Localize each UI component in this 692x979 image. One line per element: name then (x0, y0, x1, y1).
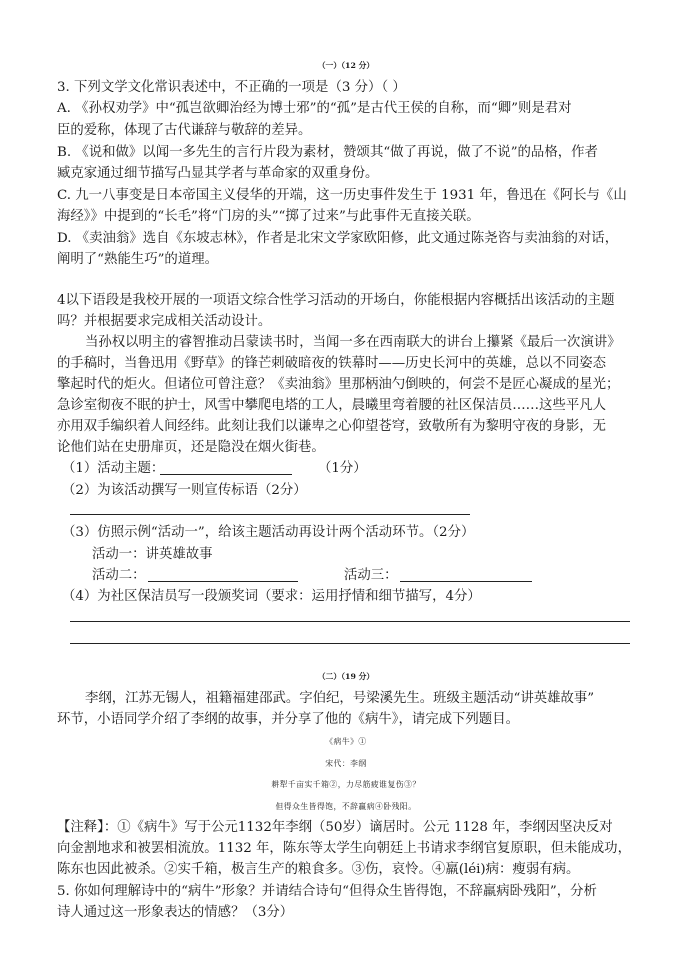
notes-line1: 【注释】：①《病牛》写于公元1132年李纲（50岁）谪居时。公元 1128 年，李纲因坚决反对 (57, 820, 613, 835)
q4-activity3-label: 活动三： (344, 568, 398, 583)
q4-sub4-answer-line2[interactable] (70, 643, 630, 644)
notes-line2: 向金割地求和被罢相流放。1132 年，陈东等太学生向朝廷上书请求李纲官复原职，但未能成功， (57, 841, 631, 856)
q3-stem: 3. 下列文学文化常识表述中，不正确的一项是（3 分）（ ） (57, 80, 406, 95)
q4-sub1-label: （1）活动主题： (62, 461, 165, 476)
section2-heading: （二）（19 分） (317, 672, 375, 681)
section1-heading: （一）（12 分） (317, 61, 375, 70)
q3-option-d-line2: 阐明了“熟能生巧”的道理。 (57, 252, 218, 267)
q3-option-a-line1: A. 《孙权劝学》中“孤岂欲卿治经为博士邪”的“孤”是古代王侯的自称，而“卿”则是君对 (57, 101, 572, 116)
q3-option-d-line1: D. 《卖油翁》选自《东坡志林》，作者是北宋文学家欧阳修，此文通过陈尧咨与卖油翁的对话， (57, 231, 619, 246)
q4-sub1-score: （1分） (318, 461, 367, 476)
q4-sub1-answer-line[interactable] (160, 474, 292, 475)
poem-line1: 耕犁千亩实千箱②，力尽筋疲谁复伤③？ (271, 780, 421, 789)
q4-passage-line5: 亦用双手编织着人间经纬。此刻让我们以谦卑之心仰望苍穹，致敬所有为黎明守夜的身影，无 (57, 419, 607, 434)
section2-intro-line2: 环节，小语同学介绍了李纲的故事，并分享了他的《病牛》，请完成下列题目。 (57, 712, 519, 727)
q4-passage-line4: 急诊室彻夜不眠的护士，风雪中攀爬电塔的工人，晨曦里弯着腰的社区保洁员……这些平凡人 (57, 398, 607, 413)
q4-passage-line3: 擎起时代的炬火。但诸位可曾注意？《卖油翁》里那柄油勺倒映的，何尝不是匠心凝成的星光； (57, 377, 620, 392)
q3-option-a-line2: 臣的爱称，体现了古代谦辞与敬辞的差异。 (57, 123, 312, 138)
q4-activity2-answer-line[interactable] (148, 581, 298, 582)
q3-option-c-line2: 海经》》中提到的“长毛”将“门房的头”“掷了过来”与此事件无直接关联。 (57, 209, 480, 224)
notes-line3: 陈东也因此被杀。②实千箱，极言生产的粮食多。③伤，哀怜。④羸(léi)病：瘦弱有病。 (57, 862, 580, 877)
q4-intro-line2: 吗？并根据要求完成相关活动设计。 (57, 314, 272, 329)
q5-line2: 诗人通过这一形象表达的情感？（3分） (57, 905, 294, 920)
q4-sub2-answer-line[interactable] (70, 514, 470, 515)
poem-author: 宋代：李纲 (325, 759, 367, 768)
q4-sub4-label: （4）为社区保洁员写一段颁奖词（要求：运用抒情和细节描写，4分） (62, 589, 481, 604)
q4-activity1: 活动一：讲英雄故事 (92, 547, 213, 562)
q4-activity2-label: 活动二： (92, 568, 146, 583)
q4-intro-line1: 4以下语段是我校开展的一项语文综合性学习活动的开场白，你能根据内容概括出该活动的主题 (57, 293, 615, 308)
section2-intro-line1: 李纲，江苏无锡人，祖籍福建邵武。字伯纪，号梁溪先生。班级主题活动“讲英雄故事” (85, 691, 595, 706)
q4-activity3-answer-line[interactable] (400, 581, 532, 582)
q4-sub4-answer-line1[interactable] (70, 621, 630, 622)
q4-sub2-label: （2）为该活动撰写一则宣传标语（2分） (62, 483, 307, 498)
poem-line2: 但得众生皆得饱，不辞羸病④卧残阳。 (275, 802, 417, 811)
q4-passage-line2: 的手稿时，当鲁迅用《野草》的锋芒刺破暗夜的铁幕时——历史长河中的英雄，总以不同姿态 (57, 356, 607, 371)
q4-passage-line6: 论他们站在史册扉页，还是隐没在烟火街巷。 (57, 440, 325, 455)
q3-option-b-line1: B. 《说和做》以闻一多先生的言行片段为素材，赞颂其“做了再说，做了不说”的品格，作者 (57, 145, 598, 160)
q5-line1: 5. 你如何理解诗中的“病牛”形象？并请结合诗句“但得众生皆得饱，不辞羸病卧残阳”，分析 (57, 884, 597, 899)
q3-option-c-line1: C. 九一八事变是日本帝国主义侵华的开端，这一历史事件发生于 1931 年，鲁迅在《阿长与《山 (57, 188, 627, 203)
q4-passage-line1: 当孙权以明主的睿智推动吕蒙读书时，当闻一多在西南联大的讲台上攥紧《最后一次演讲》 (85, 335, 621, 350)
q4-sub3-label: （3）仿照示例“活动一”，给该主题活动再设计两个活动环节。（2分） (62, 525, 475, 540)
q3-option-b-line2: 臧克家通过细节描写凸显其学者与革命家的双重身份。 (57, 166, 379, 181)
poem-title: 《病牛》① (325, 737, 367, 746)
